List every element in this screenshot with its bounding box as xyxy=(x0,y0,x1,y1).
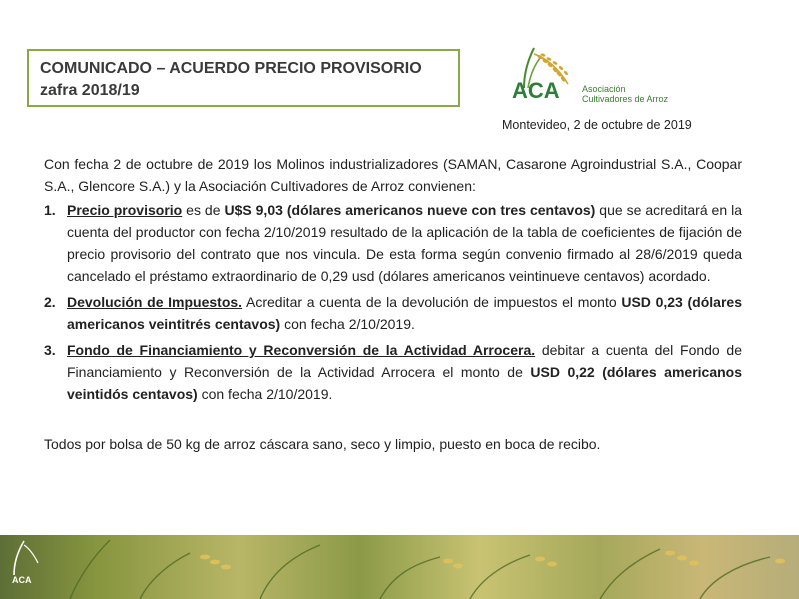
document-date: Montevideo, 2 de octubre de 2019 xyxy=(502,118,692,132)
title-box xyxy=(27,49,460,107)
item-amount: U$S 9,03 (dólares americanos nueve con tres centavos) xyxy=(224,202,596,218)
item-text-part: es de xyxy=(182,202,225,218)
item-heading: Devolución de Impuestos. xyxy=(67,294,243,310)
item-text-part: debitar a cuenta del Fondo de Financiamiento y Reconversión de la Actividad Arrocera el monto de xyxy=(67,342,742,380)
page-title: COMUNICADO – ACUERDO PRECIO PROVISORIO xyxy=(40,60,422,77)
item-text-part: Acreditar a cuenta de la devolución de impuestos el monto xyxy=(242,294,622,310)
item-text xyxy=(67,199,742,287)
agreement-list xyxy=(44,199,742,405)
logo-name-line1: Asociación xyxy=(582,84,626,94)
intro-paragraph: Con fecha 2 de octubre de 2019 los Molinos industrializadores (SAMAN, Casarone Agroindustrial S.A., Coopar S.A., Glencore S.A.) y la Asociación Cultivadores de Arroz convienen: xyxy=(44,156,742,194)
logo-name-line2: Cultivadores de Arroz xyxy=(582,94,669,104)
item-number: 3. xyxy=(44,342,56,358)
aca-logo xyxy=(510,44,680,106)
document-body xyxy=(44,153,742,409)
item-text xyxy=(67,291,742,335)
closing-note: Todos por bolsa de 50 kg de arroz cáscara sano, seco y limpio, puesto en boca de recibo. xyxy=(44,436,601,452)
item-text-part: que se acreditará en la cuenta del productor con fecha 2/10/2019 resultado de la aplicación de la tabla de coeficientes de fijación de precio provisorio del contrato que nos vincula. De esta forma según convenio firmado al 28/6/2019 queda cancelado el préstamo extraordinario de 0,29 usd (dólares americanos veintinueve centavos) acordado. xyxy=(67,202,742,284)
page-subtitle: zafra 2018/19 xyxy=(40,82,140,99)
rice-field-banner xyxy=(0,535,799,599)
item-text-part: con fecha 2/10/2019. xyxy=(280,316,415,332)
item-amount: USD 0,23 (dólares americanos veintitrés centavos) xyxy=(67,294,742,332)
item-text-part: con fecha 2/10/2019. xyxy=(197,386,333,402)
item-text xyxy=(67,339,742,405)
logo-acronym: ACA xyxy=(512,78,560,103)
item-number: 2. xyxy=(44,294,56,310)
list-item xyxy=(44,291,742,335)
item-amount: USD 0,22 (dólares americanos veintidós centavos) xyxy=(67,364,742,402)
item-heading: Fondo de Financiamiento y Reconversión de la Actividad Arrocera. xyxy=(67,342,536,358)
list-item xyxy=(44,199,742,287)
item-number: 1. xyxy=(44,202,56,218)
list-item xyxy=(44,339,742,405)
logo-name xyxy=(582,84,668,104)
item-heading: Precio provisorio xyxy=(67,202,183,218)
banner-logo-acronym: ACA xyxy=(12,575,32,585)
rice-field-decoration xyxy=(0,535,799,599)
